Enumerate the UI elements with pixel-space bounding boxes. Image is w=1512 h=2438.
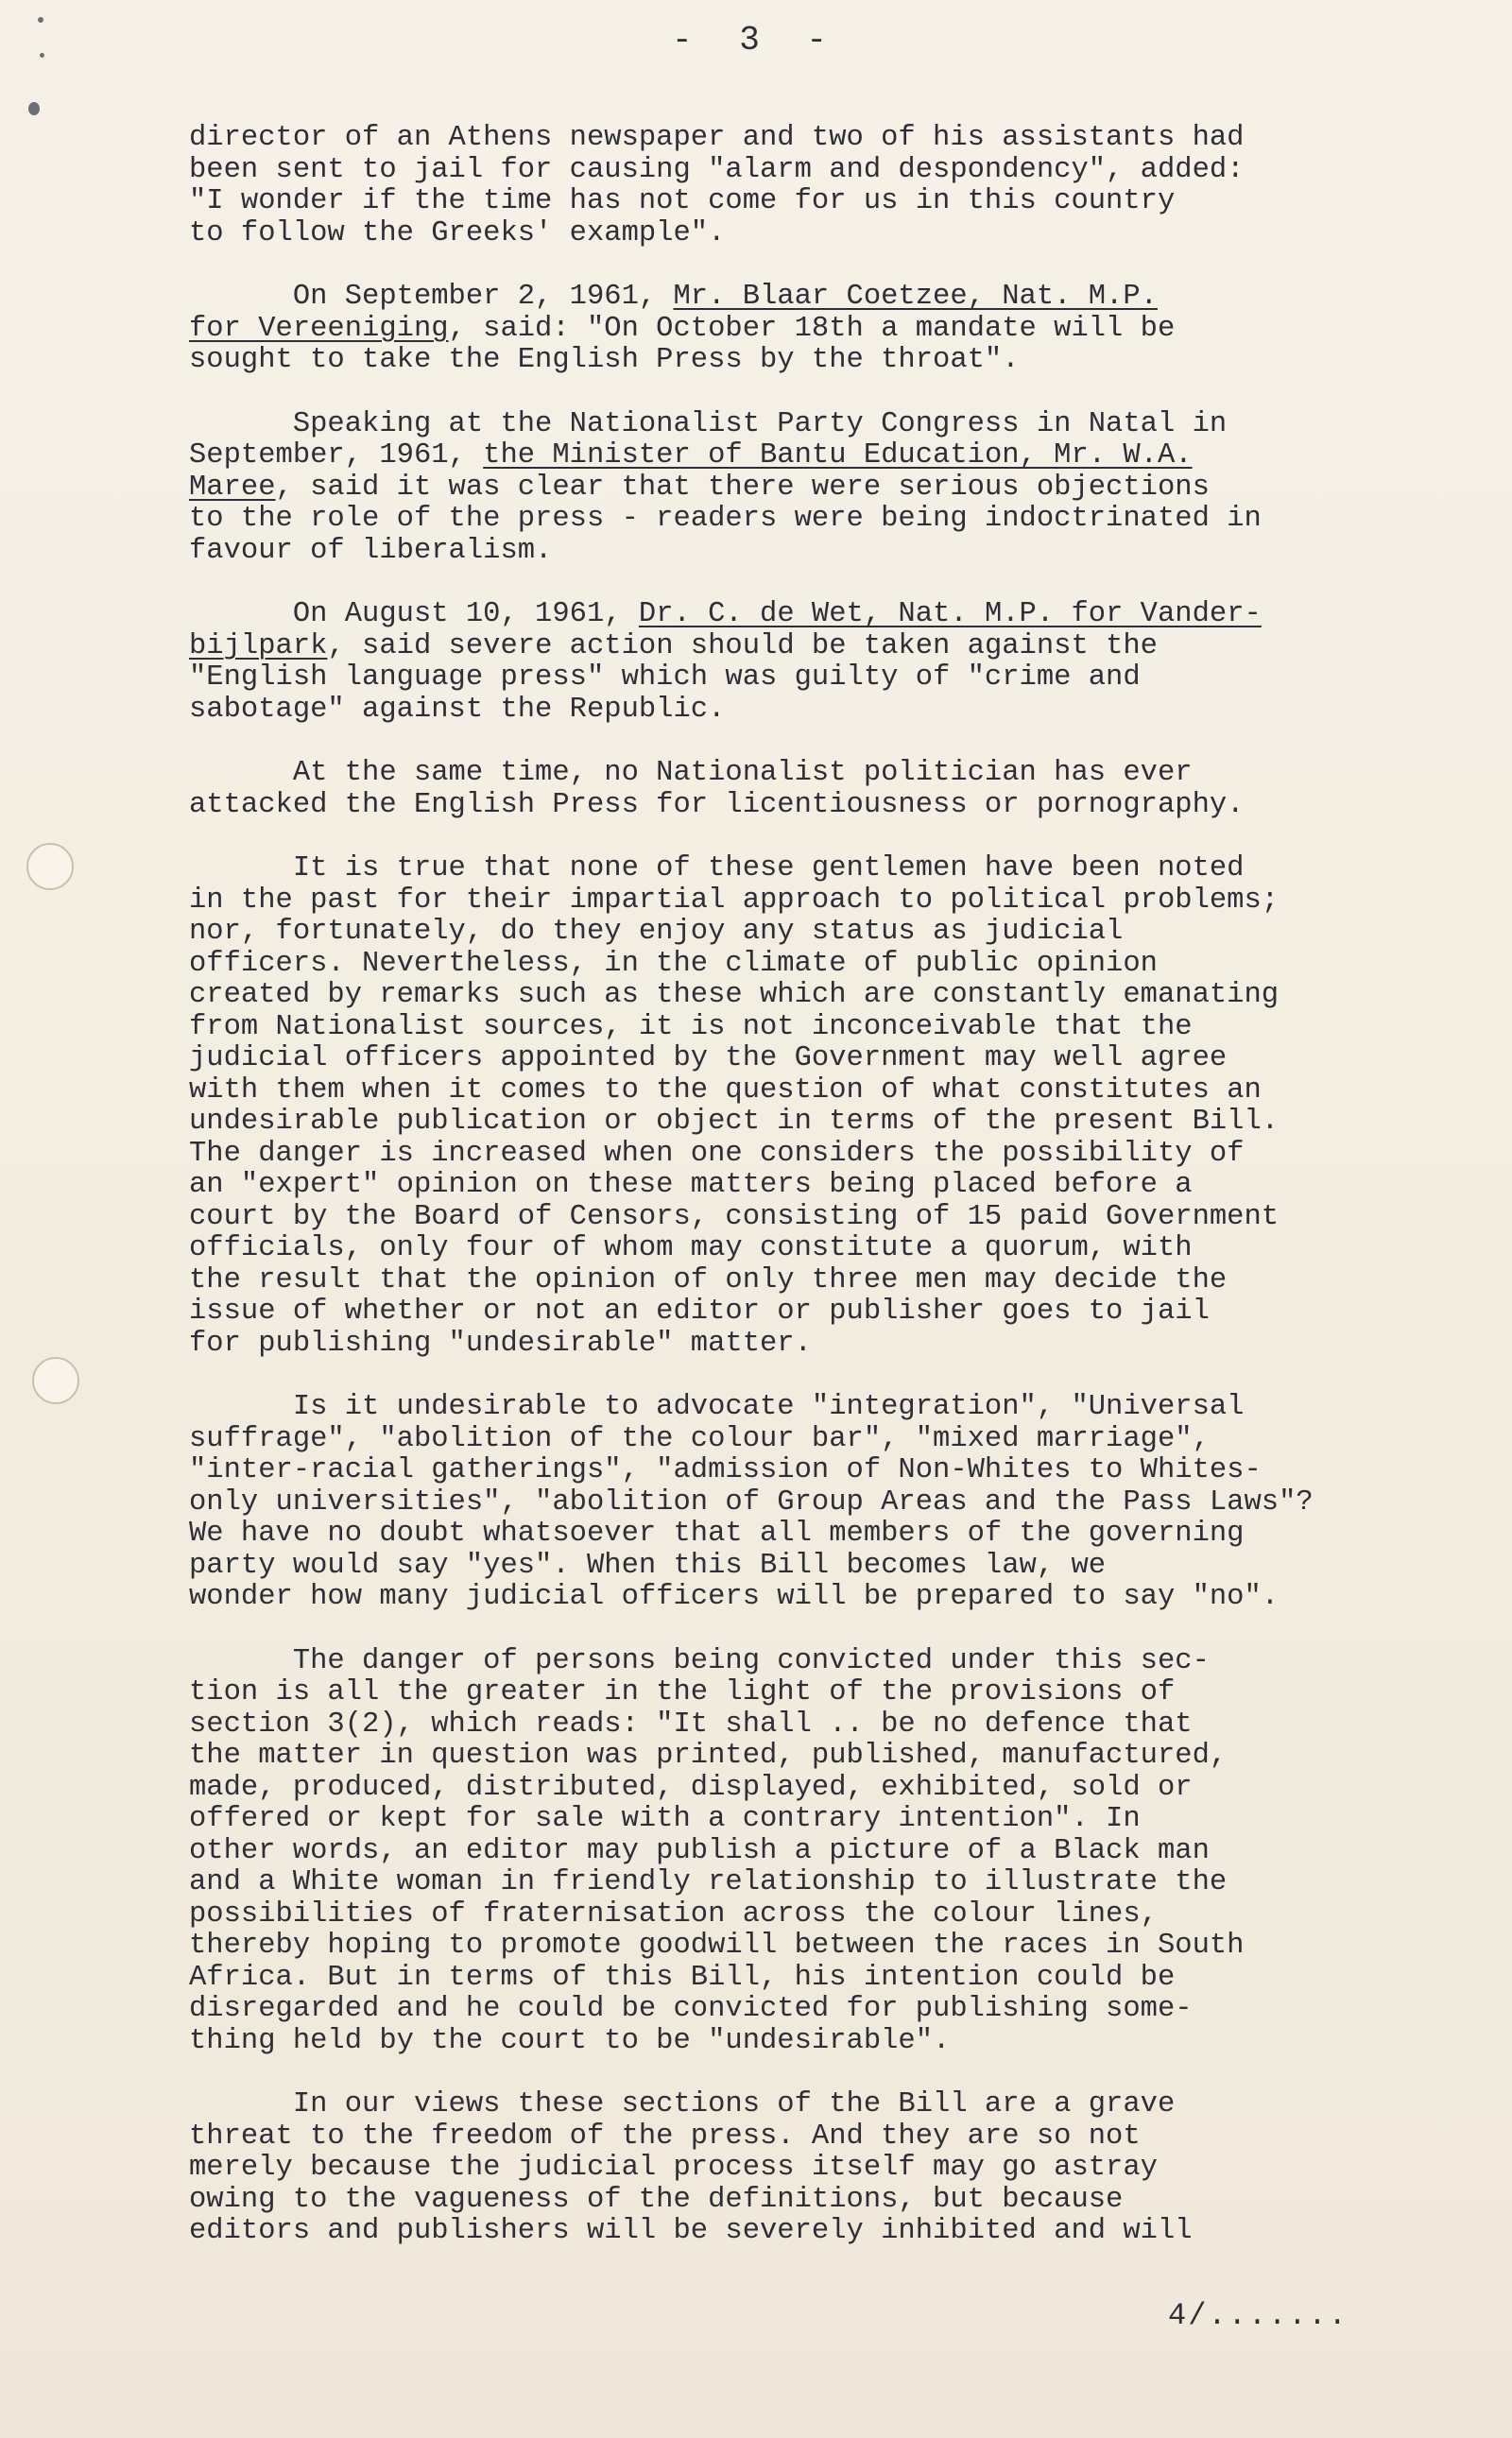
underlined-name: Mr. Blaar Coetzee, Nat. M.P.: [673, 281, 1158, 313]
text-line: suffrage", "abolition of the colour bar", "mixed marriage",: [189, 1422, 1210, 1455]
text-line: issue of whether or not an editor or publisher goes to jail: [189, 1296, 1210, 1328]
text-line: merely because the judicial process itself may go astray: [189, 2152, 1158, 2184]
paragraph-gap: [189, 1360, 1399, 1392]
text-line: with them when it comes to the question of what constitutes an: [189, 1073, 1262, 1107]
text-line: "English language press" which was guilty of "crime and: [189, 661, 1141, 694]
text-line: At the same time, no Nationalist politician has ever: [189, 757, 1193, 789]
text-line: from Nationalist sources, it is not inconceivable that the: [189, 1010, 1193, 1043]
text-line: "inter-racial gatherings", "admission of Non-Whites to Whites-: [189, 1454, 1262, 1486]
text-line: Is it undesirable to advocate "integration", "Universal: [189, 1391, 1245, 1423]
punch-hole-upper: [26, 843, 74, 890]
text-line: On August 10, 1961, Dr. C. de Wet, Nat. M.P. for Vander-: [189, 598, 1262, 630]
continuation-footer: 4/.......: [1168, 2298, 1349, 2333]
underlined-name: the Minister of Bantu Education, Mr. W.A.: [483, 439, 1193, 472]
text-line: undesirable publication or object in terms of the present Bill.: [189, 1106, 1280, 1138]
text-line: threat to the freedom of the press. And they are so not: [189, 2120, 1141, 2153]
text-line: and a White woman in friendly relationship to illustrate the: [189, 1866, 1228, 1898]
text-line: officials, only four of whom may constitute a quorum, with: [189, 1232, 1193, 1264]
text-line: judicial officers appointed by the Government may well agree: [189, 1042, 1228, 1074]
underlined-name: Dr. C. de Wet, Nat. M.P. for Vander-: [638, 598, 1262, 630]
text-line: court by the Board of Censors, consisting of 15 paid Government: [189, 1200, 1280, 1233]
underlined-name: for Vereeniging: [189, 312, 449, 345]
text-line: for publishing "undesirable" matter.: [189, 1327, 812, 1360]
text-line: the matter in question was printed, published, manufactured,: [189, 1740, 1228, 1772]
text-line: to follow the Greeks' example".: [189, 216, 726, 249]
text-line: "I wonder if the time has not come for us in this country: [189, 185, 1176, 217]
margin-mark-dot: [28, 102, 40, 115]
text-line: owing to the vagueness of the definitions, but because: [189, 2183, 1124, 2216]
text-line: officers. Nevertheless, in the climate of public opinion: [189, 947, 1158, 980]
text-line: the result that the opinion of only three men may decide the: [189, 1263, 1228, 1296]
paragraph-gap: [189, 377, 1399, 409]
text-line: attacked the English Press for licentiousness or pornography.: [189, 788, 1245, 821]
text-line: to the role of the press - readers were being indoctrinated in: [189, 503, 1262, 535]
text-line: editors and publishers will be severely inhibited and will: [189, 2215, 1193, 2247]
text-line: The danger is increased when one considers the possibility of: [189, 1137, 1245, 1170]
paragraph-gap: [189, 2057, 1399, 2089]
text-line: In our views these sections of the Bill are a grave: [189, 2088, 1176, 2120]
text-line: It is true that none of these gentlemen have been noted: [189, 852, 1245, 884]
paragraph-gap: [189, 726, 1399, 758]
text-line: On September 2, 1961, Mr. Blaar Coetzee, Nat. M.P.: [189, 281, 1158, 313]
text-line: bijlpark, said severe action should be taken against the: [189, 629, 1158, 662]
text-line: September, 1961, the Minister of Bantu Education, Mr. W.A.: [189, 439, 1193, 472]
text-line: section 3(2), which reads: "It shall .. be no defence that: [189, 1708, 1193, 1741]
text-line: created by remarks such as these which are constantly emanating: [189, 979, 1280, 1011]
text-line: wonder how many judicial officers will be prepared to say "no".: [189, 1581, 1280, 1613]
underlined-name: bijlpark: [189, 629, 328, 662]
text-line: made, produced, distributed, displayed, exhibited, sold or: [189, 1771, 1193, 1804]
text-line: sabotage" against the Republic.: [189, 693, 726, 726]
text-line: nor, fortunately, do they enjoy any status as judicial: [189, 916, 1124, 948]
text-line: director of an Athens newspaper and two of his assistants had: [189, 122, 1245, 154]
text-line: favour of liberalism.: [189, 534, 553, 567]
underlined-name: Maree: [189, 471, 276, 504]
text-line: been sent to jail for causing "alarm and despondency", added:: [189, 153, 1245, 186]
page-number: - 3 -: [671, 21, 841, 60]
paragraph-gap: [189, 567, 1399, 599]
text-line: in the past for their impartial approach to political problems;: [189, 884, 1280, 917]
text-line: an "expert" opinion on these matters being placed before a: [189, 1169, 1193, 1201]
text-line: We have no doubt whatsoever that all members of the governing: [189, 1518, 1245, 1550]
text-line: The danger of persons being convicted under this sec-: [189, 1644, 1210, 1677]
text-line: sought to take the English Press by the throat".: [189, 344, 1020, 376]
paragraph-gap: [189, 821, 1399, 853]
text-line: party would say "yes". When this Bill becomes law, we: [189, 1549, 1107, 1582]
document-body-text: [189, 123, 1399, 2248]
text-line: only universities", "abolition of Group Areas and the Pass Laws"?: [189, 1485, 1314, 1519]
punch-hole-lower: [32, 1357, 79, 1404]
text-line: thing held by the court to be "undesirable".: [189, 2024, 951, 2057]
paragraph-gap: [189, 1614, 1399, 1646]
text-line: disregarded and he could be convicted for publishing some-: [189, 1993, 1193, 2025]
text-line: Africa. But in terms of this Bill, his intention could be: [189, 1961, 1176, 1994]
text-line: thereby hoping to promote goodwill between the races in South: [189, 1930, 1245, 1962]
text-line: Speaking at the Nationalist Party Congress in Natal in: [189, 407, 1228, 440]
text-line: for Vereeniging, said: "On October 18th a mandate will be: [189, 312, 1176, 345]
paragraph-gap: [189, 249, 1399, 282]
text-line: tion is all the greater in the light of the provisions of: [189, 1676, 1176, 1708]
text-line: possibilities of fraternisation across the colour lines,: [189, 1897, 1158, 1931]
text-line: other words, an editor may publish a picture of a Black man: [189, 1834, 1210, 1867]
text-line: offered or kept for sale with a contrary intention". In: [189, 1803, 1141, 1835]
text-line: Maree, said it was clear that there were serious objections: [189, 471, 1210, 504]
